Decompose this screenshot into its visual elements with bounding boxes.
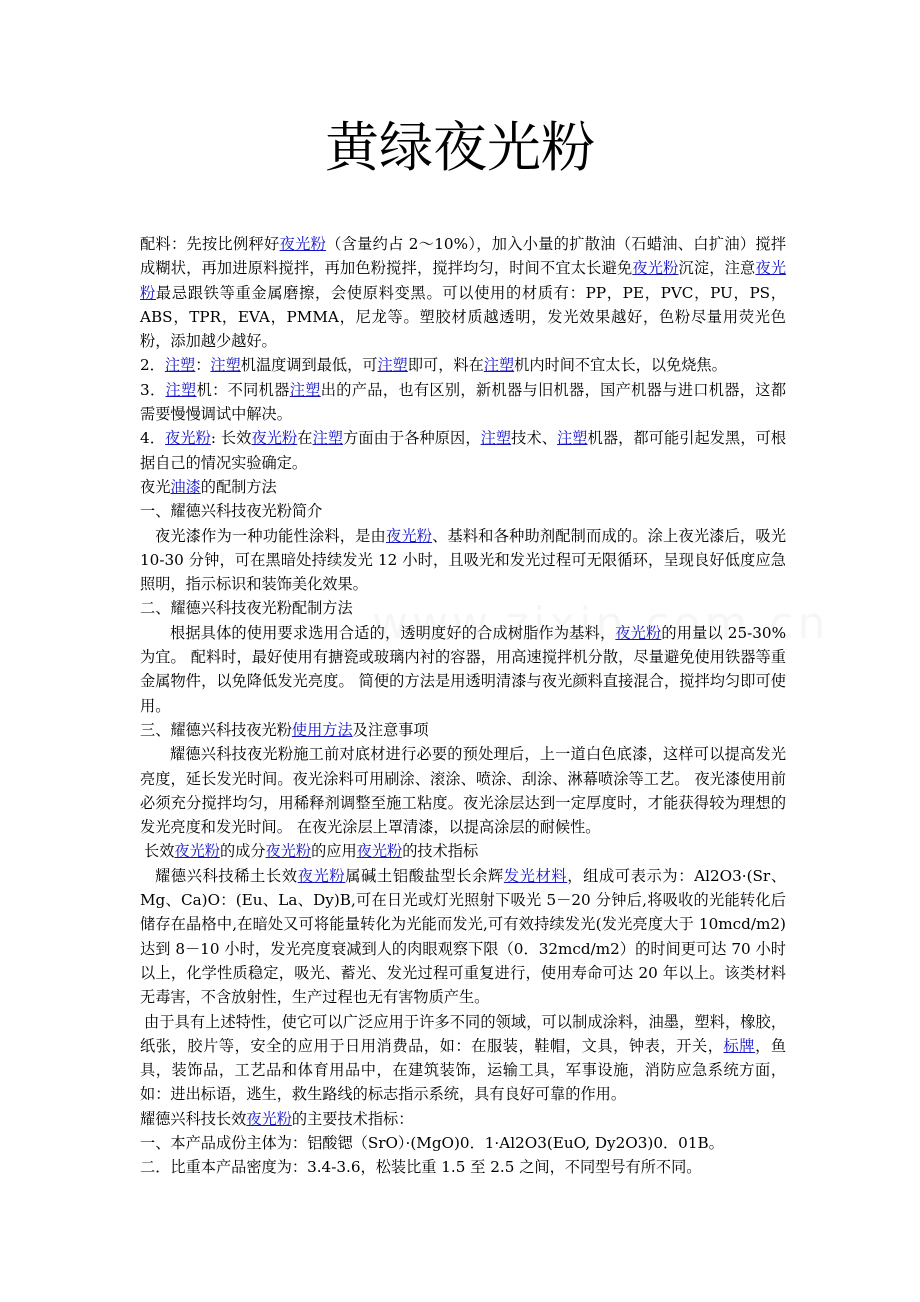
keyword-link[interactable]: 标牌 xyxy=(723,1036,756,1055)
paragraph-text: 机器，都可能引起发黑，可根据自己的情况实验确定。 xyxy=(140,429,787,472)
keyword-link[interactable]: 夜光粉 xyxy=(632,259,679,278)
paragraph-text: 2． xyxy=(140,356,165,375)
keyword-link[interactable]: 使用方法 xyxy=(291,720,353,739)
paragraph-text: 机温度调到最低，可 xyxy=(240,356,378,375)
paragraph xyxy=(140,1010,786,1107)
keyword-link[interactable]: 夜光粉 xyxy=(251,429,298,448)
keyword-link[interactable]: 夜光粉 xyxy=(297,866,346,885)
keyword-link[interactable]: 注塑 xyxy=(480,429,512,448)
keyword-link[interactable]: 注塑 xyxy=(483,356,515,375)
document-body xyxy=(140,232,786,1180)
paragraph-text: 的成分 xyxy=(219,842,266,861)
paragraph-text: ： xyxy=(195,356,211,375)
paragraph-text: （含量约占 2～10%），加入小量的扩散油（石蜡油、白扩油）搅拌成糊状，再加进原料搅拌，再加色粉搅拌，搅拌均匀，时间不宜太长避免 xyxy=(140,235,787,278)
paragraph-text: 最忌跟铁等重金属磨擦，会使原料变黑。可以使用的材质有：PP，PE，PVC，PU，PS，ABS，TPR，EVA，PMMA，尼龙等。塑胶材质越透明，发光效果越好，色粉尽量用荧光色粉，添加越少越好。 xyxy=(140,283,786,351)
paragraph xyxy=(140,1155,786,1179)
paragraph-text: 配料：先按比例秤好 xyxy=(140,235,280,253)
paragraph-text: 技术、 xyxy=(511,429,557,448)
paragraph-text: 一、耀德兴科技夜光粉简介 xyxy=(140,502,323,521)
paragraph xyxy=(140,524,786,597)
paragraph-text: 的用量以 25-30%为宜。 配料时，最好使用有搪瓷或玻璃内衬的容器，用高速搅拌机分散，尽量避免使用铁器等重金属物件，以免降低发光亮度。 简便的方法是用透明清漆与夜光颜料直接混合，搅拌均匀即可使用。 xyxy=(140,623,787,715)
paragraph-text: 二．比重本产品密度为：3.4-3.6，松装比重 1.5 至 2.5 之间，不同型号有所不同。 xyxy=(140,1158,702,1177)
paragraph-text: 4． xyxy=(140,429,166,448)
paragraph xyxy=(140,499,786,523)
paragraph-text: 的技术指标 xyxy=(402,842,479,861)
keyword-link[interactable]: 夜光粉 xyxy=(265,842,312,861)
keyword-link[interactable]: 油漆 xyxy=(170,477,201,496)
keyword-link[interactable]: 注塑 xyxy=(210,356,241,375)
keyword-link[interactable]: 夜光粉 xyxy=(356,842,403,861)
keyword-link[interactable]: 注塑 xyxy=(312,429,344,448)
paragraph-text: : 长效 xyxy=(210,429,252,448)
paragraph-text: 及注意事项 xyxy=(352,720,429,739)
keyword-link[interactable]: 注塑 xyxy=(557,429,588,448)
paragraph-text: 的配制方法 xyxy=(200,477,277,496)
paragraph xyxy=(140,864,786,1010)
paragraph xyxy=(140,378,786,427)
paragraph-text: ，鱼具，装饰品，工艺品和体育用品中，在建筑装饰，运输工具，军事设施，消防应急系统方面，如：进出标语，逃生，救生路线的标志指示系统，具有良好可靠的作用。 xyxy=(140,1036,787,1104)
paragraph-text: 机内时间不宜太长，以免烧焦。 xyxy=(514,356,727,375)
paragraph-text: ，组成可表示为：Al2O3·(Sr、Mg、Ca)O：(Eu、La、Dy)B,可在日光或灯光照射下吸光 5－20 分钟后,将吸收的光能转化后储存在晶格中,在暗处又可将能量转化为光能而发光,可有效持续发光(发光亮度大于 10mcd/m2)达到 8－10 小时，发光亮度衰减到人的肉眼观察下限（0．32mcd/m2）的时间更可达 70 小时以上，化学性质稳定，吸光、蓄光、发光过程可重复进行，使用寿命可达 20 年以上。该类材料无毒害，不含放射性，生产过程也无有害物质产生。 xyxy=(140,866,787,1007)
keyword-link[interactable]: 注塑 xyxy=(377,356,408,375)
paragraph-text: 夜光 xyxy=(140,477,171,496)
paragraph xyxy=(140,596,786,620)
paragraph xyxy=(140,475,786,499)
keyword-link[interactable]: 夜光粉 xyxy=(615,623,662,642)
paragraph-text: 由于具有上述特性，使它可以广泛应用于许多不同的领域，可以制成涂料，油墨，塑料，橡胶，纸张，胶片等，安全的应用于日用消费品，如：在服装，鞋帽，文具，钟表，开关， xyxy=(140,1012,786,1055)
keyword-link[interactable]: 夜光粉 xyxy=(385,526,433,545)
paragraph xyxy=(140,232,786,353)
paragraph-text: 的主要技术指标： xyxy=(291,1109,414,1128)
paragraph-text: 夜光漆作为一种功能性涂料，是由 xyxy=(155,526,386,545)
keyword-link[interactable]: 注塑 xyxy=(289,380,321,399)
keyword-link[interactable]: 夜光粉 xyxy=(279,235,327,253)
document-title: 黄绿夜光粉 xyxy=(325,116,595,179)
paragraph-text: 一、本产品成份主体为：铝酸锶（SrO）·(MgO)0．1·Al2O3(EuO, Dy2O3)0．01B。 xyxy=(140,1133,724,1152)
paragraph-text: 耀德兴科技长效 xyxy=(140,1109,247,1128)
keyword-link[interactable]: 夜光粉 xyxy=(140,259,787,302)
keyword-link[interactable]: 注塑 xyxy=(164,356,196,375)
paragraph-text: 耀德兴科技夜光粉施工前对底材进行必要的预处理后，上一道白色底漆，这样可以提高发光亮度，延长发光时间。夜光涂料可用刷涂、滚涂、喷涂、刮涂、淋幕喷涂等工艺。 夜光漆使用前必须充分搅拌均匀，用稀释剂调整至施工粘度。夜光涂层达到一定厚度时，才能获得较为理想的发光亮度和发光时间。 在夜光涂层上罩清漆，以提高涂层的耐候性。 xyxy=(140,745,786,837)
paragraph-text: 属碱土铝酸盐型长余辉 xyxy=(345,866,504,885)
paragraph-text: 、基料和各种助剂配制而成的。涂上夜光漆后，吸光 10-30 分钟，可在黑暗处持续发光 12 小时，且吸光和发光过程可无限循环，呈现良好低度应急照明，指示标识和装饰美化效果。 xyxy=(140,526,787,594)
keyword-link[interactable]: 发光材料 xyxy=(503,866,568,885)
paragraph xyxy=(140,839,786,863)
keyword-link[interactable]: 夜光粉 xyxy=(174,842,220,861)
paragraph xyxy=(140,426,786,475)
paragraph xyxy=(140,1131,786,1155)
paragraph-text: 机：不同机器 xyxy=(196,380,290,399)
keyword-link[interactable]: 注塑 xyxy=(165,380,197,399)
paragraph-text: 3． xyxy=(140,380,166,399)
paragraph-text: 出的产品，也有区别，新机器与旧机器，国产机器与进口机器，这都需要慢慢调试中解决。 xyxy=(140,380,787,424)
paragraph xyxy=(140,742,786,839)
keyword-link[interactable]: 夜光粉 xyxy=(246,1109,292,1128)
paragraph-text: 方面由于各种原因， xyxy=(343,429,481,448)
paragraph xyxy=(140,621,786,718)
keyword-link[interactable]: 夜光粉 xyxy=(165,429,211,448)
paragraph-text: 三、耀德兴科技夜光粉 xyxy=(140,720,292,739)
paragraph-text: 耀德兴科技稀土长效 xyxy=(155,866,298,885)
paragraph-text: 沉淀，注意 xyxy=(678,259,756,278)
paragraph-text: 在 xyxy=(297,429,313,448)
paragraph xyxy=(140,353,786,377)
paragraph xyxy=(140,718,786,742)
paragraph-text: 根据具体的使用要求选用合适的，透明度好的合成树脂作为基料， xyxy=(170,623,616,642)
paragraph-text: 即可，料在 xyxy=(407,356,484,375)
paragraph-text: 的应用 xyxy=(311,842,357,861)
paragraph xyxy=(140,1107,786,1131)
paragraph-text: 长效 xyxy=(144,842,175,861)
paragraph-text: 二、耀德兴科技夜光粉配制方法 xyxy=(140,599,353,618)
